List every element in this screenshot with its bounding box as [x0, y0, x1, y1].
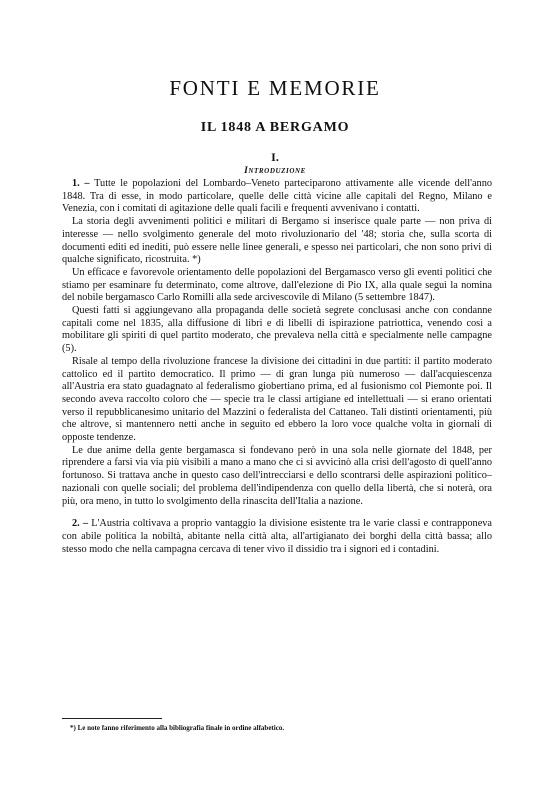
- paragraph-number: 1. –: [72, 178, 90, 189]
- section-heading: Introduzione: [244, 166, 306, 176]
- paragraph-gap: [62, 508, 492, 518]
- paragraph: [62, 518, 492, 556]
- paragraph: [62, 216, 492, 267]
- paragraph: [62, 305, 492, 356]
- page-subtitle: IL 1848 A BERGAMO: [200, 120, 350, 135]
- paragraph: [62, 445, 492, 509]
- paragraph-text: Risale al tempo della rivoluzione francese la divisione dei cittadini in due partiti: il partito moderato cattolico ed il partito democratico. Il primo — di gran lunga più numeroso — dall'acquiescenza all'Austria era stato guadagnato al federalismo giobertiano prima, ed al fusionismo col Piemonte poi. Il secondo aveva raccolto coloro che — specie tra le classi artigiane ed intellettuali — si erano orientati verso il repubblicanesimo unitario del Mazzini o federalista del Cattaneo. Tali distinti orientamenti, più che altrove, si mantennero netti anche in seguito ed ebbero la loro voce qualche volta in giornali di opposte tendenze.: [62, 355, 492, 444]
- footnote: *) Le note fanno riferimento alla bibliografia finale in ordine alfabetico.: [70, 724, 285, 732]
- paragraph-text: La storia degli avvenimenti politici e militari di Bergamo si inserisce quale parte — non priva di interesse — nello svolgimento generale del moto rivoluzionario del '48; storia che, sulla scorta di documenti editi ed inediti, può essere nelle linee generali, e spesso nei particolari, che non sono privi di qualche significato, ricostruita. *): [62, 216, 492, 266]
- footnote-rule: [62, 718, 162, 719]
- section-number: I.: [271, 150, 279, 164]
- paragraph-text: Le due anime della gente bergamasca si fondevano però in una sola nelle giornate del 1848, per riprendere a farsi via via più visibili a mano a mano che ci si avvicinò alla crisi dell'agosto di quell'anno fortunoso. Si trattava anche in questo caso dell'intrecciarsi e dello scontrarsi delle aspirazioni politico–nazionali con quelle sociali; del problema dell'indipendenza con quello della libertà, che si noterà, ora più, ora meno, in tutto lo svolgimento della rinascita dell'Italia a nazione.: [62, 444, 492, 507]
- paragraph-text: Questi fatti si aggiungevano alla propaganda delle società segrete conclusasi anche con condanne capitali come nel 1835, alla diffusione di libri e di libelli di ispirazione patriottica, venendo così a mobilitare gli spiriti di quel partito moderato, che prevaleva nella città e specialmente nelle campagne (5).: [62, 305, 492, 355]
- body-text: [62, 178, 492, 556]
- page-title: FONTI E MEMORIE: [169, 76, 381, 100]
- paragraph-text: Un efficace e favorevole orientamento delle popolazioni del Bergamasco verso gli eventi politici che stiamo per esaminare fu determinato, come altrove, dall'elezione di Pio IX, alla quale seguì la nomina del nobile bergamasco Carlo Romilli alla sede arcivescovile di Milano (5 settembre 1847).: [62, 266, 492, 304]
- paragraph: [62, 178, 492, 216]
- paragraph-text: L'Austria coltivava a proprio vantaggio la divisione esistente tra le varie classi e contrapponeva con abile politica la nobiltà, abitante nella città alta, all'artigianato dei borghi della città bassa; allo stesso modo che nella campagna cercava di tener vivo il dissidio tra i signori ed i contadini.: [62, 518, 492, 555]
- paragraph-number: 2. –: [72, 518, 89, 530]
- paragraph: [62, 356, 492, 445]
- paragraph: [62, 267, 492, 305]
- paragraph-text: Tutte le popolazioni del Lombardo–Veneto parteciparono attivamente alle vicende dell'anno 1848. Tra di esse, in modo particolare, quelle delle città vicine alle capitali del Regno, Milano e Venezia, con i comitati di agitazione delle quali facili e frequenti avvenivano i contatti.: [62, 178, 492, 215]
